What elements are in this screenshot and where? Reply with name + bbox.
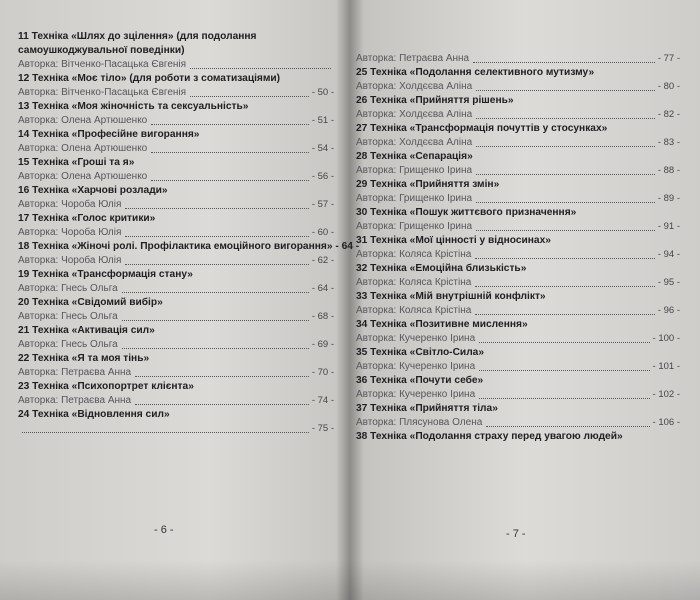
toc-entry-author-row xyxy=(356,220,680,234)
toc-entry xyxy=(356,318,680,346)
dot-leader xyxy=(475,286,654,287)
toc-entry xyxy=(18,296,334,324)
toc-entry xyxy=(356,262,680,290)
toc-entry-page: - 95 - xyxy=(657,277,680,288)
toc-entry-author-row xyxy=(356,52,680,66)
toc-entry-author-row xyxy=(18,170,334,184)
toc-entry xyxy=(356,402,680,430)
toc-entry-title: 32 Техніка «Емоційна близькість» xyxy=(356,263,527,274)
toc-entry-title: 29 Техніка «Прийняття змін» xyxy=(356,179,500,190)
toc-entry-author-row xyxy=(356,80,680,94)
toc-entry-page: - 94 - xyxy=(657,249,680,260)
dot-leader xyxy=(22,432,309,433)
toc-entry-title: 19 Техніка «Трансформація стану» xyxy=(18,269,193,280)
toc-entry-author-row xyxy=(356,276,680,290)
dot-leader xyxy=(476,146,655,147)
toc-entry-page: - 77 - xyxy=(657,53,680,64)
toc-entry-title: 13 Техніка «Моя жіночність та сексуальність» xyxy=(18,101,249,112)
toc-entry-title: 38 Техніка «Подолання страху перед увагою людей» xyxy=(356,431,623,442)
toc-entry-page: - 56 - xyxy=(311,171,334,182)
toc-entry xyxy=(18,408,334,436)
toc-entry-author: Авторка: Вітченко-Пасацька Євгенія xyxy=(18,87,187,98)
toc-entry-title: 14 Техніка «Професійне вигорання» xyxy=(18,129,200,140)
toc-entry-author-row xyxy=(18,394,334,408)
toc-entry xyxy=(18,30,334,72)
dot-leader xyxy=(125,236,308,237)
toc-entry-page: - 62 - xyxy=(311,255,334,266)
toc-entry-title: 35 Техніка «Світло-Сила» xyxy=(356,347,484,358)
toc-entry xyxy=(18,324,334,352)
toc-entry-author: Авторка: Чороба Юлія xyxy=(18,227,122,238)
toc-entry-title: 27 Техніка «Трансформація почуттів у стосунках» xyxy=(356,123,608,134)
dot-leader xyxy=(476,202,655,203)
toc-entry-title: 22 Техніка «Я та моя тінь» xyxy=(18,353,150,364)
toc-entry-page: - 82 - xyxy=(657,109,680,120)
toc-entry-author-row xyxy=(18,86,334,100)
dot-leader xyxy=(122,348,309,349)
toc-entry-author: Авторка: Кучеренко Ірина xyxy=(356,361,476,372)
toc-entry-author-row xyxy=(356,416,680,430)
toc-entry-page: - 50 - xyxy=(311,87,334,98)
toc-entry-author: Авторка: Холдєєва Аліна xyxy=(356,81,473,92)
toc-entry xyxy=(356,346,680,374)
toc-entry xyxy=(18,184,334,212)
toc-entry xyxy=(356,206,680,234)
toc-entry-author: Авторка: Чороба Юлія xyxy=(18,199,122,210)
toc-entry-author-row xyxy=(18,142,334,156)
toc-entry-author-row xyxy=(356,332,680,346)
toc-entry-title: 15 Техніка «Гроші та я» xyxy=(18,157,135,168)
toc-entry-author: Авторка: Гнесь Ольга xyxy=(18,339,118,350)
toc-entry-author: Авторка: Петраєва Анна xyxy=(18,395,132,406)
toc-entry xyxy=(18,212,334,240)
toc-entry xyxy=(18,268,334,296)
toc-entry xyxy=(356,234,680,262)
toc-entry-page: - 89 - xyxy=(657,193,680,204)
toc-entry-author-row xyxy=(18,338,334,352)
toc-entry xyxy=(356,178,680,206)
toc-entry-author: Авторка: Петраєва Анна xyxy=(18,367,132,378)
toc-entry-author: Авторка: Гнесь Ольга xyxy=(18,311,118,322)
toc-entry-page: - 51 - xyxy=(311,115,334,126)
dot-leader xyxy=(151,124,309,125)
toc-entry-page: - 80 - xyxy=(657,81,680,92)
dot-leader xyxy=(135,404,309,405)
toc-entry-page: - 106 - xyxy=(652,417,680,428)
toc-entry-title: 33 Техніка «Мій внутрішній конфлікт» xyxy=(356,291,546,302)
toc-entry-title: 11 Техніка «Шлях до зцілення» (для подолання самоушкоджувальної поведінки) xyxy=(18,31,257,56)
toc-entry-author: Авторка: Коляса Крістіна xyxy=(356,249,472,260)
page-number: - 7 - xyxy=(506,528,526,540)
toc-entry-author-row xyxy=(356,248,680,262)
toc-entry-author: Авторка: Чороба Юлія xyxy=(18,255,122,266)
toc-entry-title: 18 Техніка «Жіночі ролі. Профілактика емоційного вигорання» - 64 - xyxy=(18,241,360,252)
toc-entry-title: 16 Техніка «Харчові розлади» xyxy=(18,185,168,196)
toc-entry-title: 30 Техніка «Пошук життєвого призначення» xyxy=(356,207,577,218)
dot-leader xyxy=(476,174,655,175)
toc-entry-author: Авторка: Коляса Крістіна xyxy=(356,277,472,288)
toc-entry-author-row xyxy=(356,136,680,150)
toc-entry-title: 23 Техніка «Психопортрет клієнта» xyxy=(18,381,194,392)
bottom-shadow xyxy=(0,560,700,600)
toc-entry-title: 34 Техніка «Позитивне мислення» xyxy=(356,319,528,330)
toc-entry xyxy=(356,374,680,402)
toc-entry xyxy=(18,352,334,380)
dot-leader xyxy=(479,370,649,371)
toc-entry xyxy=(356,52,680,66)
toc-entry-title: 12 Техніка «Моє тіло» (для роботи з соматизаціями) xyxy=(18,73,281,84)
toc-entry-author-row xyxy=(18,422,334,436)
toc-entry xyxy=(18,156,334,184)
toc-entry-author: Авторка: Грищенко Ірина xyxy=(356,193,473,204)
toc-entry-author-row xyxy=(18,58,334,72)
toc-entry-page: - 64 - xyxy=(311,283,334,294)
toc-entry-page: - 101 - xyxy=(652,361,680,372)
toc-entry-author-row xyxy=(18,282,334,296)
toc-entry-page: - 75 - xyxy=(311,423,334,434)
toc-entry-author: Авторка: Кучеренко Ірина xyxy=(356,333,476,344)
dot-leader xyxy=(125,208,308,209)
toc-entry xyxy=(18,240,360,268)
toc-entry xyxy=(356,66,680,94)
toc-entry-author-row xyxy=(356,360,680,374)
toc-entry-page: - 91 - xyxy=(657,221,680,232)
dot-leader xyxy=(135,376,309,377)
left-page xyxy=(18,30,360,600)
toc-entry-author: Авторка: Олена Артюшенко xyxy=(18,115,148,126)
dot-leader xyxy=(475,258,654,259)
toc-entry-title: 26 Техніка «Прийняття рішень» xyxy=(356,95,514,106)
toc-entry-page: - 70 - xyxy=(311,367,334,378)
toc-entry-page: - 96 - xyxy=(657,305,680,316)
toc-entry-author-row xyxy=(18,114,334,128)
toc-entry-author: Авторка: Холдєєва Аліна xyxy=(356,137,473,148)
toc-entry-author-row xyxy=(18,254,334,268)
toc-entry-author-row xyxy=(356,388,680,402)
dot-leader xyxy=(476,118,655,119)
toc-entry-title: 31 Техніка «Мої цінності у відносинах» xyxy=(356,235,551,246)
toc-entry-title: 17 Техніка «Голос критики» xyxy=(18,213,156,224)
toc-entry-title: 20 Техніка «Свідомий вибір» xyxy=(18,297,163,308)
dot-leader xyxy=(190,68,331,69)
right-page xyxy=(356,52,680,600)
toc-entry xyxy=(356,122,680,150)
toc-entry-title: 24 Техніка «Відновлення сил» xyxy=(18,409,170,420)
dot-leader xyxy=(479,398,649,399)
toc-entry-title: 28 Техніка «Сепарація» xyxy=(356,151,473,162)
toc-entry-author: Авторка: Плясунова Олена xyxy=(356,417,483,428)
toc-entry-title: 37 Техніка «Прийняття тіла» xyxy=(356,403,498,414)
dot-leader xyxy=(479,342,649,343)
dot-leader xyxy=(476,230,655,231)
toc-entry xyxy=(356,430,680,444)
toc-entry-author-row xyxy=(356,108,680,122)
toc-entry-author: Авторка: Олена Артюшенко xyxy=(18,143,148,154)
toc-entry-page: - 57 - xyxy=(311,199,334,210)
toc-entry-page: - 88 - xyxy=(657,165,680,176)
toc-entry-title: 21 Техніка «Активація сил» xyxy=(18,325,155,336)
toc-entry-page: - 74 - xyxy=(311,395,334,406)
toc-entry-page: - 60 - xyxy=(311,227,334,238)
dot-leader xyxy=(473,62,655,63)
toc-entry-title: 36 Техніка «Почути себе» xyxy=(356,375,484,386)
toc-entry-author-row xyxy=(356,192,680,206)
toc-entry-author-row xyxy=(18,226,334,240)
toc-entry-author: Авторка: Холдєєва Аліна xyxy=(356,109,473,120)
toc-entry-author: Авторка: Вітченко-Пасацька Євгенія xyxy=(18,59,187,70)
dot-leader xyxy=(476,90,655,91)
dot-leader xyxy=(125,264,308,265)
toc-entry-author-row xyxy=(356,164,680,178)
toc-entry xyxy=(18,72,334,100)
toc-entry-page: - 102 - xyxy=(652,389,680,400)
toc-entry xyxy=(18,128,334,156)
toc-entry-author: Авторка: Грищенко Ірина xyxy=(356,165,473,176)
toc-entry-author-row xyxy=(18,310,334,324)
toc-entry-page: - 83 - xyxy=(657,137,680,148)
toc-entry-page: - 54 - xyxy=(311,143,334,154)
dot-leader xyxy=(122,292,309,293)
toc-entry xyxy=(356,94,680,122)
toc-entry-author: Авторка: Кучеренко Ірина xyxy=(356,389,476,400)
toc-entry-author-row xyxy=(18,366,334,380)
toc-entry-author: Авторка: Коляса Крістіна xyxy=(356,305,472,316)
toc-entry xyxy=(18,380,334,408)
toc-entry-author: Авторка: Петраєва Анна xyxy=(356,53,470,64)
dot-leader xyxy=(190,96,309,97)
dot-leader xyxy=(486,426,649,427)
toc-entry-author: Авторка: Грищенко Ірина xyxy=(356,221,473,232)
toc-entry-title: 25 Техніка «Подолання селективного мутизму» xyxy=(356,67,595,78)
toc-entry-page: - 69 - xyxy=(311,339,334,350)
dot-leader xyxy=(475,314,654,315)
toc-entry-author: Авторка: Гнесь Ольга xyxy=(18,283,118,294)
toc-entry xyxy=(356,290,680,318)
toc-entry-author-row xyxy=(18,198,334,212)
dot-leader xyxy=(122,320,309,321)
toc-entry xyxy=(356,150,680,178)
toc-entry-author-row xyxy=(356,304,680,318)
toc-entry-author: Авторка: Олена Артюшенко xyxy=(18,171,148,182)
dot-leader xyxy=(151,180,309,181)
toc-entry-page: - 68 - xyxy=(311,311,334,322)
toc-entry xyxy=(18,100,334,128)
dot-leader xyxy=(151,152,309,153)
toc-entry-page: - 100 - xyxy=(652,333,680,344)
page-number: - 6 - xyxy=(154,524,174,536)
